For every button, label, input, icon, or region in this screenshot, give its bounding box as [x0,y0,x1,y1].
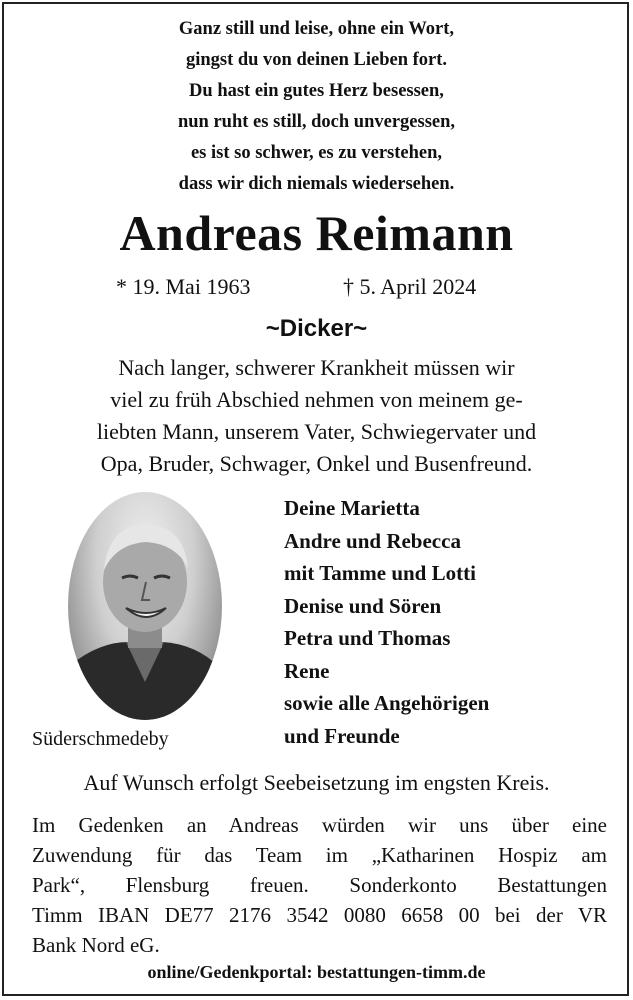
poem-line: dass wir dich niemals wiedersehen. [178,174,455,194]
poem-line: gingst du von deinen Lieben fort. [185,50,448,70]
announcement-line: liebten Mann, unserem Vater, Schwiegervater und [96,419,537,444]
death-date: † 5. April 2024 [343,274,477,299]
nickname: ~Dicker~ [265,315,368,342]
life-dates [0,274,633,308]
donation-line: Zuwendung für das Team im „Katharinen Hospiz am [32,843,607,867]
place-name: Süderschmedeby [32,728,169,750]
mourner: Petra und Thomas [284,626,451,650]
mourner: mit Tamme und Lotti [284,561,476,585]
announcement-line: Opa, Bruder, Schwager, Onkel und Busenfreund. [100,451,533,476]
memorial-portal-link[interactable]: online/Gedenkportal: bestattungen-timm.de [147,962,486,982]
mourner: Denise und Sören [284,593,442,618]
donation-line: Im Gedenken an Andreas würden wir uns über eine [32,813,607,837]
mourners-list [284,492,489,752]
poem-line: Du hast ein gutes Herz besessen, [189,81,444,101]
mourner: und Freunde [284,723,400,748]
announcement-text [0,352,633,480]
funeral-note: Auf Wunsch erfolgt Seebeisetzung im engsten Kreis. [83,770,550,795]
announcement-line: viel zu früh Abschied nehmen von meinem ge- [110,387,523,412]
donation-line: Bank Nord eG. [32,933,160,957]
mourner: sowie alle Angehörigen [284,691,490,715]
poem-line: es ist so schwer, es zu verstehen, [190,143,443,163]
donation-paragraph [32,810,607,960]
mourner: Deine Marietta [284,496,420,520]
announcement-line: Nach langer, schwerer Krankheit müssen wir [118,355,515,380]
mourner: Rene [284,658,330,683]
donation-line: Timm IBAN DE77 2176 3542 0080 6658 00 bei der VR [32,903,607,927]
portrait-photo [68,492,222,720]
birth-date: * 19. Mai 1963 [116,274,251,299]
poem-line: Ganz still und leise, ohne ein Wort, [178,19,455,39]
mourner: Andre und Rebecca [284,528,461,553]
donation-line: Park“, Flensburg freuen. Sonderkonto Bestattungen [32,873,607,897]
poem-line: nun ruht es still, doch unvergessen, [177,112,456,132]
deceased-name: Andreas Reimann [119,205,514,261]
poem [0,14,633,200]
